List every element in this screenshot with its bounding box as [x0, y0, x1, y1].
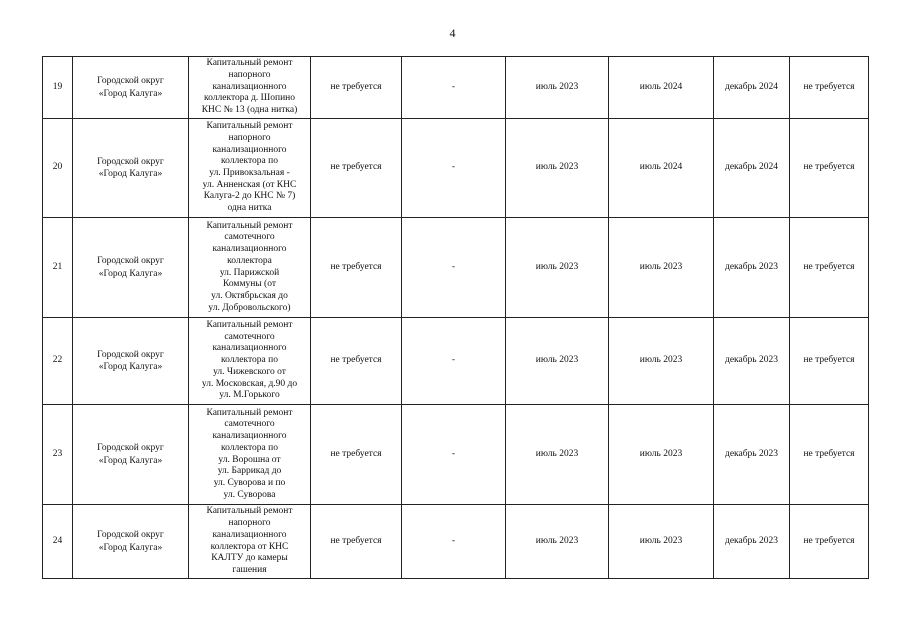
mid-date-cell: июль 2023 [609, 218, 714, 318]
start-date-cell: июль 2023 [506, 119, 609, 218]
description-cell: Капитальный ремонт самотечного канализационного коллектора ул. Парижской Коммуны (от ул. Октябрьская до ул. Добровольского) [189, 218, 311, 318]
table-row [43, 57, 869, 119]
start-date-cell: июль 2023 [506, 405, 609, 505]
table-row [43, 405, 869, 505]
dash-cell: - [402, 405, 506, 505]
row-number: 22 [43, 318, 73, 405]
row-number: 23 [43, 405, 73, 505]
requirement-cell: не требуется [311, 119, 402, 218]
dash-cell: - [402, 119, 506, 218]
page-number: 4 [449, 26, 456, 40]
owner-cell: Городской округ «Город Калуга» [73, 505, 189, 579]
requirement-cell: не требуется [311, 218, 402, 318]
start-date-cell: июль 2023 [506, 57, 609, 119]
requirement-cell: не требуется [311, 57, 402, 119]
end-date-cell: декабрь 2024 [714, 119, 790, 218]
owner-cell: Городской округ «Город Калуга» [73, 57, 189, 119]
dash-cell: - [402, 318, 506, 405]
mid-date-cell: июль 2024 [609, 119, 714, 218]
description-cell: Капитальный ремонт напорного канализационного коллектора по ул. Привокзальная - ул. Анненская (от КНС Калуга-2 до КНС № 7) одна нитка [189, 119, 311, 218]
owner-cell: Городской округ «Город Калуга» [73, 119, 189, 218]
requirement-cell: не требуется [311, 505, 402, 579]
last-status-cell: не требуется [790, 218, 869, 318]
start-date-cell: июль 2023 [506, 218, 609, 318]
last-status-cell: не требуется [790, 405, 869, 505]
end-date-cell: декабрь 2023 [714, 318, 790, 405]
dash-cell: - [402, 57, 506, 119]
table-row [43, 119, 869, 218]
mid-date-cell: июль 2023 [609, 405, 714, 505]
start-date-cell: июль 2023 [506, 505, 609, 579]
table-row [43, 505, 869, 579]
requirement-cell: не требуется [311, 318, 402, 405]
row-number: 19 [43, 57, 73, 119]
last-status-cell: не требуется [790, 57, 869, 119]
last-status-cell: не требуется [790, 318, 869, 405]
table-body [43, 57, 869, 579]
requirement-cell: не требуется [311, 405, 402, 505]
dash-cell: - [402, 505, 506, 579]
owner-cell: Городской округ «Город Калуга» [73, 218, 189, 318]
owner-cell: Городской округ «Город Калуга» [73, 318, 189, 405]
description-cell: Капитальный ремонт напорного канализационного коллектора д. Шопино КНС № 13 (одна нитка) [189, 57, 311, 119]
owner-cell: Городской округ «Город Калуга» [73, 405, 189, 505]
end-date-cell: декабрь 2024 [714, 57, 790, 119]
end-date-cell: декабрь 2023 [714, 218, 790, 318]
dash-cell: - [402, 218, 506, 318]
row-number: 20 [43, 119, 73, 218]
end-date-cell: декабрь 2023 [714, 505, 790, 579]
row-number: 24 [43, 505, 73, 579]
table-row [43, 218, 869, 318]
row-number: 21 [43, 218, 73, 318]
last-status-cell: не требуется [790, 119, 869, 218]
start-date-cell: июль 2023 [506, 318, 609, 405]
description-cell: Капитальный ремонт самотечного канализационного коллектора по ул. Чижевского от ул. Московская, д.90 до ул. М.Горького [189, 318, 311, 405]
mid-date-cell: июль 2023 [609, 318, 714, 405]
works-table [42, 56, 869, 579]
description-cell: Капитальный ремонт напорного канализационного коллектора от КНС КАЛТУ до камеры гашения [189, 505, 311, 579]
table-row [43, 318, 869, 405]
mid-date-cell: июль 2023 [609, 505, 714, 579]
description-cell: Капитальный ремонт самотечного канализационного коллектора по ул. Ворошна от ул. Баррикад до ул. Суворова и по ул. Суворова [189, 405, 311, 505]
last-status-cell: не требуется [790, 505, 869, 579]
mid-date-cell: июль 2024 [609, 57, 714, 119]
end-date-cell: декабрь 2023 [714, 405, 790, 505]
